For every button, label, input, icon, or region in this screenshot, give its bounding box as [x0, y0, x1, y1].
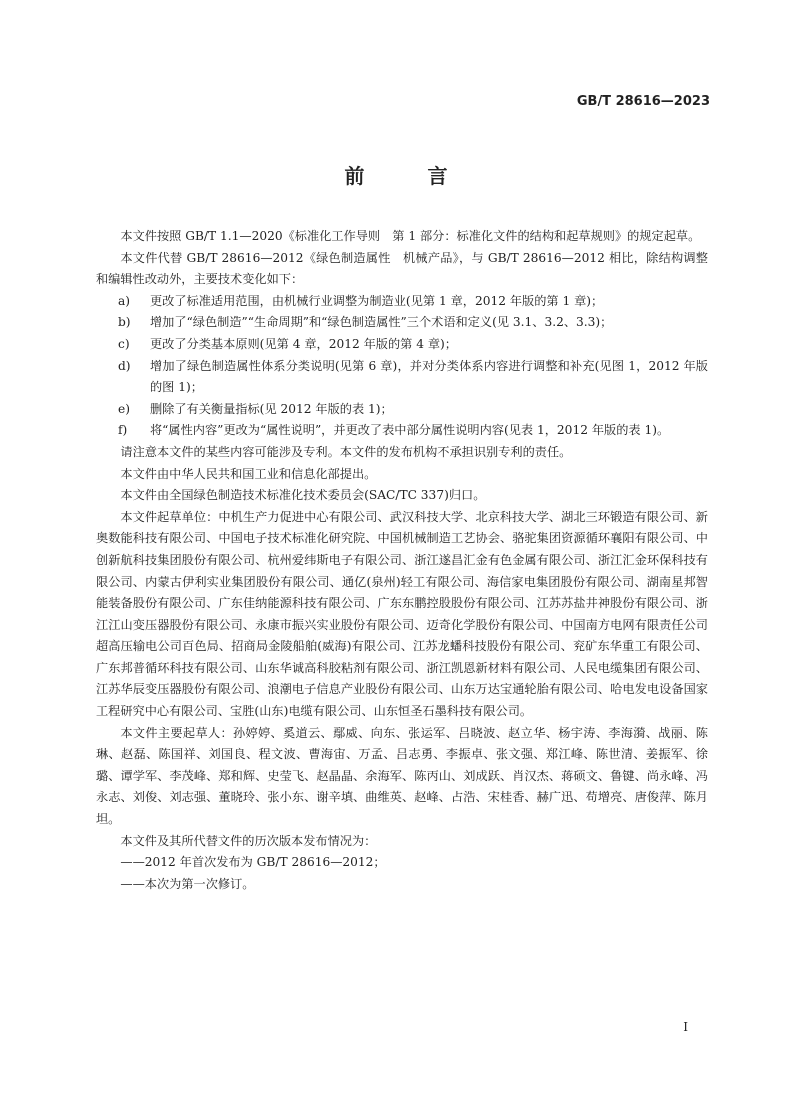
- change-item-text: 增加了“绿色制造”“生命周期”和“绿色制造属性”三个术语和定义(见 3.1、3.2、3.3)；: [150, 315, 613, 330]
- paragraph-drafting-rules: 本文件按照 GB/T 1.1—2020《标准化工作导则 第 1 部分：标准化文件的结构和起草规则》的规定起草。: [120, 229, 701, 243]
- change-item-mark: b): [118, 315, 131, 330]
- foreword-body: [96, 226, 708, 895]
- change-item: [96, 399, 708, 421]
- standard-code: GB/T 28616—2023: [576, 94, 710, 109]
- paragraph-drafting-units: 本文件起草单位：中机生产力促进中心有限公司、武汉科技大学、北京科技大学、湖北三环锻造有限公司、新奥数能科技有限公司、中国电子技术标准化研究院、中国机械制造工艺协会、骆驼集团资源循环襄阳有限公司、中创新航科技集团股份有限公司、杭州爱纬斯电子有限公司、浙江遂昌汇金有色金属有限公司、浙江汇金环保科技有限公司、内蒙古伊利实业集团股份有限公司、通亿(泉州)轻工有限公司、海信家电集团股份有限公司、湖南星邦智能装备股份有限公司、广东佳纳能源科技有限公司、广东东鹏控股股份有限公司、江苏苏盐井神股份有限公司、浙江江山变压器股份有限公司、永康市振兴实业股份有限公司、迈奇化学股份有限公司、中国南方电网有限责任公司超高压输电公司百色局、招商局金陵船舶(威海)有限公司、江苏龙蟠科技股份有限公司、兖矿东华重工有限公司、广东邦普循环科技有限公司、山东华诚高科胶粘剂有限公司、浙江凯恩新材料有限公司、人民电缆集团有限公司、江苏华辰变压器股份有限公司、浪潮电子信息产业股份有限公司、山东万达宝通轮胎有限公司、哈电发电设备国家工程研究中心有限公司、宝胜(山东)电缆有限公司、山东恒圣石墨科技有限公司。: [96, 509, 708, 719]
- change-item-mark: f): [118, 423, 128, 438]
- paragraph-patent-notice: 请注意本文件的某些内容可能涉及专利。本文件的发布机构不承担识别专利的责任。: [120, 444, 572, 459]
- history-item: ——2012 年首次发布为 GB/T 28616—2012；: [120, 855, 386, 870]
- change-item-mark: e): [118, 401, 130, 416]
- change-item: [96, 312, 708, 334]
- change-item: [96, 291, 708, 313]
- change-item-text: 更改了标准适用范围，由机械行业调整为制造业(见第 1 章，2012 年版的第 1 章)；: [150, 293, 604, 308]
- change-item-text: 更改了分类基本原则(见第 4 章，2012 年版的第 4 章)；: [150, 336, 457, 351]
- change-item-text: 删除了有关衡量指标(见 2012 年版的表 1)；: [150, 401, 393, 416]
- page-title: 前 言: [344, 164, 476, 188]
- change-item-mark: d): [118, 358, 131, 373]
- change-item: [96, 334, 708, 356]
- paragraph-drafters: 本文件主要起草人：孙婷婷、奚道云、鄢威、向东、张运军、吕晓波、赵立华、杨宇涛、李海漪、战丽、陈琳、赵磊、陈国祥、刘国良、程文波、曹海宙、万孟、吕志勇、李振卓、张文强、郑江峰、陈世清、姜振军、徐璐、谭学军、李茂峰、郑和辉、史莹飞、赵晶晶、余海军、陈丙山、刘成跃、肖汉杰、蒋硕文、鲁键、尚永峰、冯永志、刘俊、刘志强、董晓玲、张小东、谢辛填、曲维英、赵峰、占浩、宋桂香、赫广迅、苟增亮、唐俊萍、陈月坦。: [96, 725, 708, 827]
- change-item-mark: c): [118, 336, 130, 351]
- change-item-text: 将“属性内容”更改为“属性说明”，并更改了表中部分属性说明内容(见表 1，2012 年版的表 1)。: [150, 423, 670, 438]
- paragraph-committee: 本文件由全国绿色制造技术标准化技术委员会(SAC/TC 337)归口。: [120, 488, 486, 503]
- paragraph-proposer: 本文件由中华人民共和国工业和信息化部提出。: [120, 466, 377, 481]
- paragraph-history-intro: 本文件及其所代替文件的历次版本发布情况为：: [120, 833, 377, 848]
- change-item: [96, 420, 708, 442]
- history-item: ——本次为第一次修订。: [120, 876, 255, 891]
- page-number: I: [683, 1020, 688, 1034]
- change-item-mark: a): [118, 293, 131, 308]
- paragraph-replacement: 本文件代替 GB/T 28616—2012《绿色制造属性 机械产品》，与 GB/T 28616—2012 相比，除结构调整和编辑性改动外，主要技术变化如下：: [96, 250, 708, 287]
- change-item: [96, 356, 708, 399]
- change-item-text: 增加了绿色制造属性体系分类说明(见第 6 章)，并对分类体系内容进行调整和补充(见图 1，2012 年版的图 1)；: [150, 358, 708, 395]
